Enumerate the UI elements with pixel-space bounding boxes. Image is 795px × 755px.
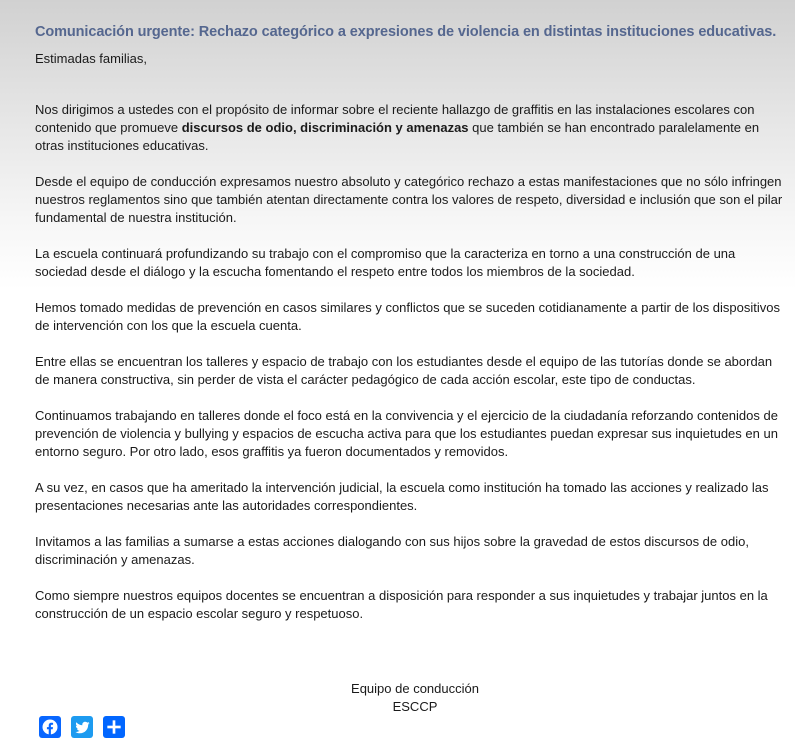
facebook-share-button[interactable]	[39, 716, 61, 738]
more-share-button[interactable]	[103, 716, 125, 738]
signature-team: Equipo de conducción	[351, 681, 479, 696]
signature	[0, 680, 795, 716]
facebook-icon	[41, 718, 59, 736]
paragraph-3: La escuela continuará profundizando su trabajo con el compromiso que la caracteriza en torno a una construcción de una sociedad desde el diálogo y la escucha fomentando el respeto entre todos los miembros de la sociedad.	[35, 246, 736, 279]
paragraph-4: Hemos tomado medidas de prevención en casos similares y conflictos que se suceden cotidianamente a partir de los dispositivos de intervención con los que la escuela cuenta.	[35, 300, 780, 333]
plus-icon	[106, 719, 122, 735]
paragraph-1	[35, 101, 785, 155]
paragraph-2: Desde el equipo de conducción expresamos nuestro absoluto y categórico rechazo a estas manifestaciones que no sólo infringen nuestros reglamentos sino que también atentan directamente contra los valores de respeto, diversidad e inclusión que son el pilar fundamental de nuestra institución.	[35, 174, 783, 225]
paragraph-1-text-end: que también se han encontrado paralelamente en otras instituciones educativas.	[35, 120, 760, 153]
share-bar	[39, 716, 125, 738]
paragraph-8: Invitamos a las familias a sumarse a estas acciones dialogando con sus hijos sobre la gravedad de estos discursos de odio, discriminación y amenazas.	[35, 534, 749, 567]
paragraph-5: Entre ellas se encuentran los talleres y espacio de trabajo con los estudiantes desde el equipo de las tutorías donde se abordan de manera constructiva, sin perder de vista el carácter pedagógico de cada acción escolar, este tipo de conductas.	[35, 354, 773, 387]
letter-body	[35, 22, 785, 623]
greeting: Estimadas familias,	[35, 51, 147, 66]
paragraph-7: A su vez, en casos que ha ameritado la intervención judicial, la escuela como institución ha tomado las acciones y realizado las presentaciones necesarias ante las autoridades correspondientes.	[35, 480, 769, 513]
paragraph-6: Continuamos trabajando en talleres donde el foco está en la convivencia y el ejercicio de la ciudadanía reforzando contenidos de prevención de violencia y bullying y espacios de escucha activa para que los estudiantes puedan expresar sus inquietudes en un entorno seguro. Por otro lado, esos graffitis ya fueron documentados y removidos.	[35, 408, 778, 459]
twitter-share-button[interactable]	[71, 716, 93, 738]
paragraph-1-bold: discursos de odio, discriminación y amenazas	[181, 120, 469, 135]
signature-school: ESCCP	[392, 699, 438, 714]
twitter-icon	[74, 719, 91, 736]
page-title: Comunicación urgente: Rechazo categórico a expresiones de violencia en distintas instituciones educativas.	[35, 24, 777, 40]
paragraph-9: Como siempre nuestros equipos docentes se encuentran a disposición para responder a sus inquietudes y trabajar juntos en la construcción de un espacio escolar seguro y respetuoso.	[35, 588, 768, 621]
paragraph-1-text-start: Nos dirigimos a ustedes con el propósito de informar sobre el reciente hallazgo de graffitis en las instalaciones escolares con contenido que promueve	[35, 102, 755, 135]
